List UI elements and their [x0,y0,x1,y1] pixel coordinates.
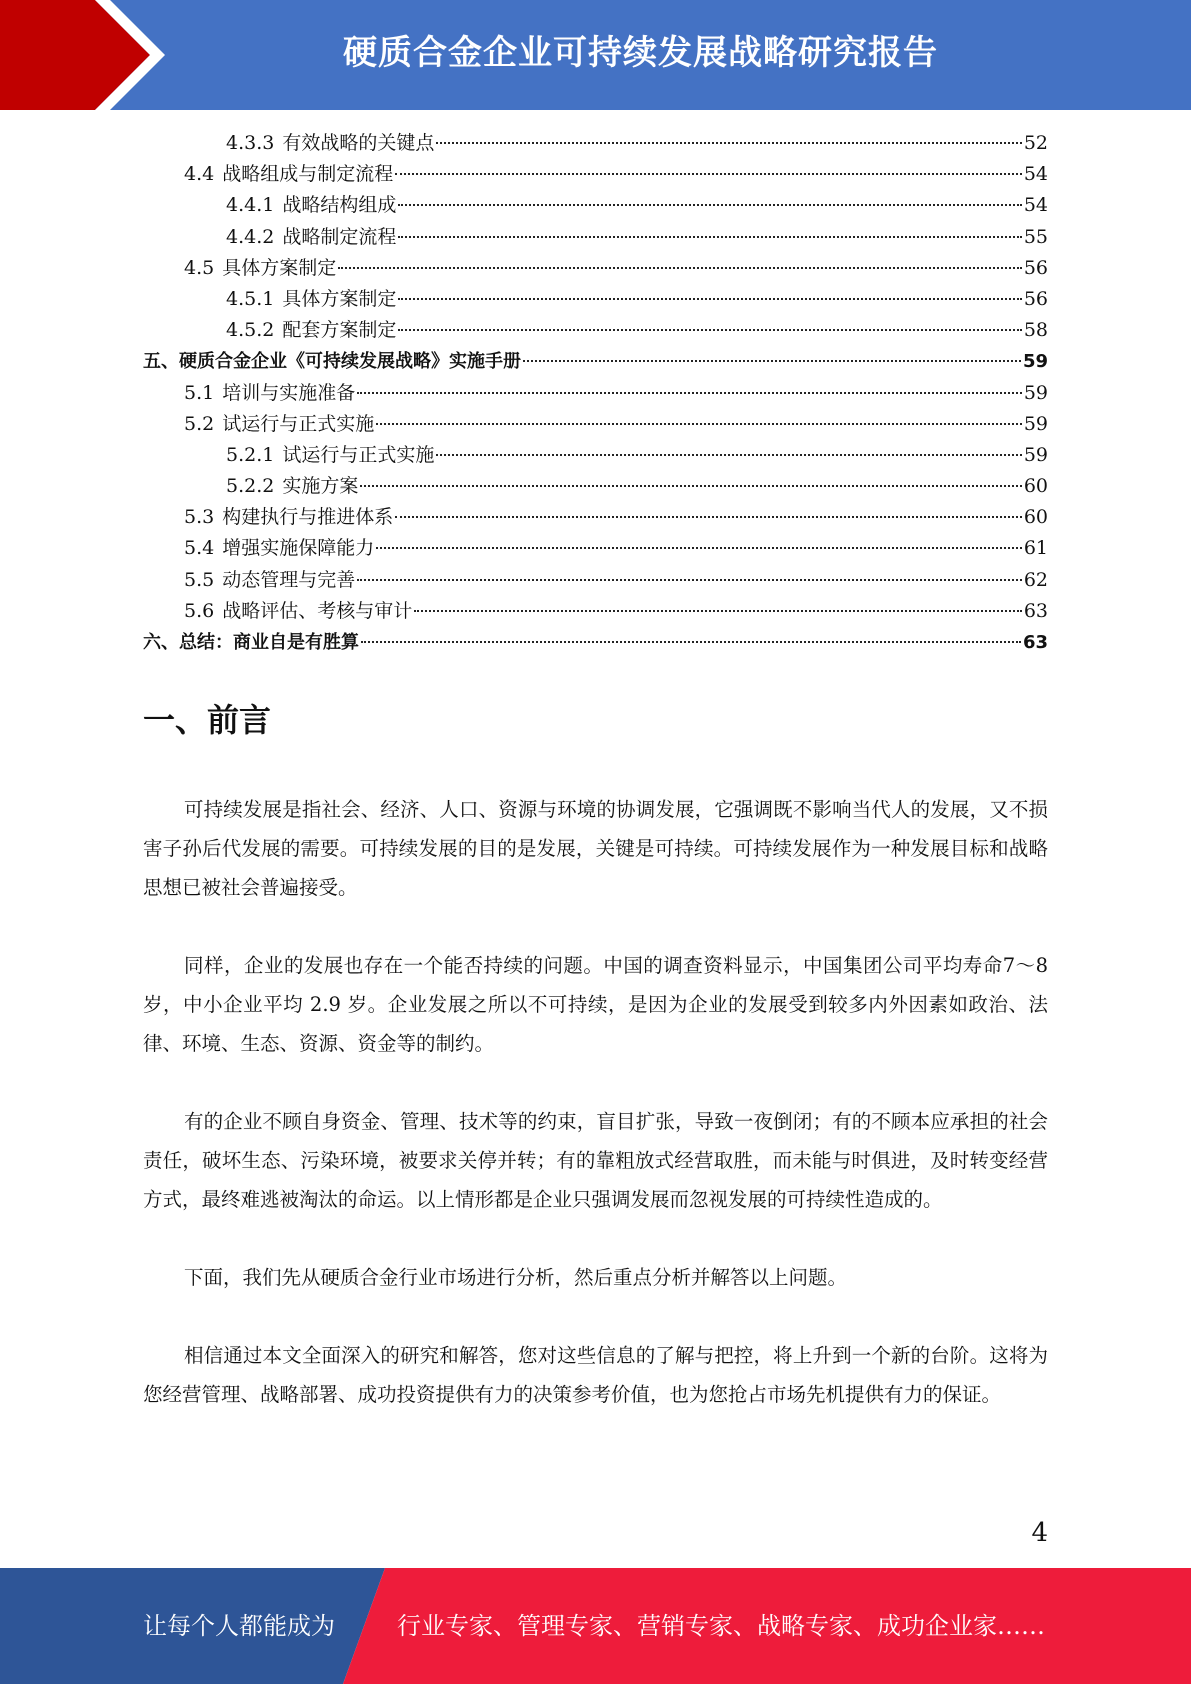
toc-entry-page: 54 [1023,194,1048,217]
toc-entry-page: 59 [1023,412,1048,435]
table-of-contents [143,128,1048,658]
toc-entry[interactable] [143,190,1048,221]
toc-leader-dots [376,547,1022,549]
body-text [143,790,1048,1453]
header-red-chevron [0,0,150,110]
toc-entry-title: 试运行与正式实施 [282,443,435,466]
toc-leader-dots [357,392,1022,394]
toc-entry-title: 战略结构组成 [282,194,397,217]
toc-entry-title: 增强实施保障能力 [222,537,375,560]
body-paragraph: 相信通过本文全面深入的研究和解答，您对这些信息的了解与把控，将上升到一个新的台阶。这将为您经营管理、战略部署、成功投资提供有力的决策参考价值，也为您抢占市场先机提供有力的保证。 [143,1344,1048,1406]
toc-entry-title: 六、总结：商业自是有胜算 [143,632,359,653]
toc-entry-page: 52 [1023,132,1048,154]
toc-entry-page: 56 [1023,256,1048,279]
toc-leader-dots [361,641,1021,643]
toc-leader-dots [395,516,1022,518]
toc-leader-dots [414,610,1022,612]
footer-slogan-right: 行业专家、管理专家、营销专家、战略专家、成功企业家…… [397,1612,1045,1640]
toc-entry-title: 战略制定流程 [282,225,397,248]
toc-entry[interactable] [143,409,1048,440]
body-paragraph: 下面，我们先从硬质合金行业市场进行分析，然后重点分析并解答以上问题。 [184,1266,848,1289]
toc-leader-dots [338,267,1022,269]
toc-entry-title: 培训与实施准备 [222,381,356,404]
toc-entry-page: 63 [1023,599,1048,622]
page-footer [0,1568,1191,1684]
toc-entry[interactable] [143,471,1048,502]
toc-entry-title: 战略评估、考核与审计 [222,599,413,622]
toc-entry-number: 4.5.2 [226,319,275,342]
toc-entry-title: 试运行与正式实施 [222,412,375,435]
section-heading: 一、前言 [143,701,272,739]
toc-entry[interactable] [143,565,1048,596]
toc-entry-number: 5.2 [184,412,215,435]
toc-leader-dots [357,579,1022,581]
toc-entry-page: 59 [1023,443,1048,466]
toc-entry[interactable] [143,284,1048,315]
toc-entry[interactable] [143,378,1048,409]
toc-entry[interactable] [143,128,1048,159]
toc-leader-dots [436,142,1021,144]
toc-entry[interactable] [143,253,1048,284]
toc-entry[interactable] [143,533,1048,564]
toc-entry-page: 60 [1023,506,1048,529]
toc-entry-number: 5.4 [184,537,215,560]
toc-entry-number: 4.5.1 [226,287,275,310]
toc-entry[interactable] [143,346,1048,377]
toc-leader-dots [398,204,1021,206]
toc-entry-page: 58 [1023,319,1048,342]
toc-leader-dots [360,485,1021,487]
toc-entry-number: 4.5 [184,256,215,279]
toc-entry[interactable] [143,502,1048,533]
toc-entry[interactable] [143,440,1048,471]
footer-slogan-left: 让每个人都能成为 [143,1612,335,1640]
toc-entry-page: 62 [1023,568,1048,591]
toc-entry-page: 59 [1022,351,1048,373]
toc-entry-number: 5.5 [184,568,215,591]
toc-entry-title: 实施方案 [282,475,359,498]
toc-entry-page: 63 [1022,632,1048,653]
toc-entry-number: 4.4.2 [226,225,275,248]
toc-leader-dots [523,360,1021,362]
body-paragraph: 有的企业不顾自身资金、管理、技术等的约束，盲目扩张，导致一夜倒闭；有的不顾本应承担的社会责任，破坏生态、污染环境，被要求关停并转；有的靠粗放式经营取胜，而未能与时俱进，及时转变经营方式，最终难逃被淘汰的命运。以上情形都是企业只强调发展而忽视发展的可持续性造成的。 [143,1110,1048,1211]
toc-leader-dots [395,173,1022,175]
body-paragraph: 同样，企业的发展也存在一个能否持续的问题。中国的调查资料显示，中国集团公司平均寿命7～8 岁，中小企业平均 2.9 岁。企业发展之所以不可持续，是因为企业的发展受到较多内外因素如政治、法律、环境、生态、资源、资金等的制约。 [143,954,1048,1055]
toc-entry-number: 5.1 [184,381,215,404]
toc-entry-title: 战略组成与制定流程 [222,163,394,186]
toc-entry-number: 4.4 [184,163,215,186]
page-header [0,0,1191,110]
toc-entry-number: 5.2.1 [226,443,275,466]
toc-entry-page: 54 [1023,163,1048,186]
page-number: 4 [1031,1518,1048,1548]
toc-entry-title: 五、硬质合金企业《可持续发展战略》实施手册 [143,351,521,373]
toc-leader-dots [376,423,1022,425]
toc-leader-dots [398,236,1021,238]
toc-entry-page: 56 [1023,287,1048,310]
toc-entry[interactable] [143,627,1048,658]
toc-entry-title: 动态管理与完善 [222,568,356,591]
toc-entry[interactable] [143,596,1048,627]
toc-entry-number: 5.6 [184,599,215,622]
toc-entry-title: 配套方案制定 [282,319,397,342]
document-title: 硬质合金企业可持续发展战略研究报告 [343,33,938,73]
toc-leader-dots [398,329,1021,331]
toc-entry[interactable] [143,315,1048,346]
toc-entry-number: 5.3 [184,506,215,529]
toc-entry-page: 55 [1023,225,1048,248]
body-paragraph: 可持续发展是指社会、经济、人口、资源与环境的协调发展，它强调既不影响当代人的发展，又不损害子孙后代发展的需要。可持续发展的目的是发展，关键是可持续。可持续发展作为一种发展目标和战略思想已被社会普遍接受。 [143,798,1048,899]
toc-entry-page: 61 [1023,537,1048,560]
toc-leader-dots [398,298,1021,300]
toc-entry-title: 具体方案制定 [222,256,337,279]
toc-entry-number: 4.3.3 [226,132,275,154]
toc-leader-dots [436,454,1021,456]
toc-entry-title: 有效战略的关键点 [282,132,435,154]
toc-entry-number: 5.2.2 [226,475,275,498]
toc-entry-number: 4.4.1 [226,194,275,217]
toc-entry-title: 具体方案制定 [282,287,397,310]
toc-entry-title: 构建执行与推进体系 [222,506,394,529]
toc-entry-page: 60 [1023,475,1048,498]
toc-entry-page: 59 [1023,381,1048,404]
toc-entry[interactable] [143,222,1048,253]
toc-entry[interactable] [143,159,1048,190]
